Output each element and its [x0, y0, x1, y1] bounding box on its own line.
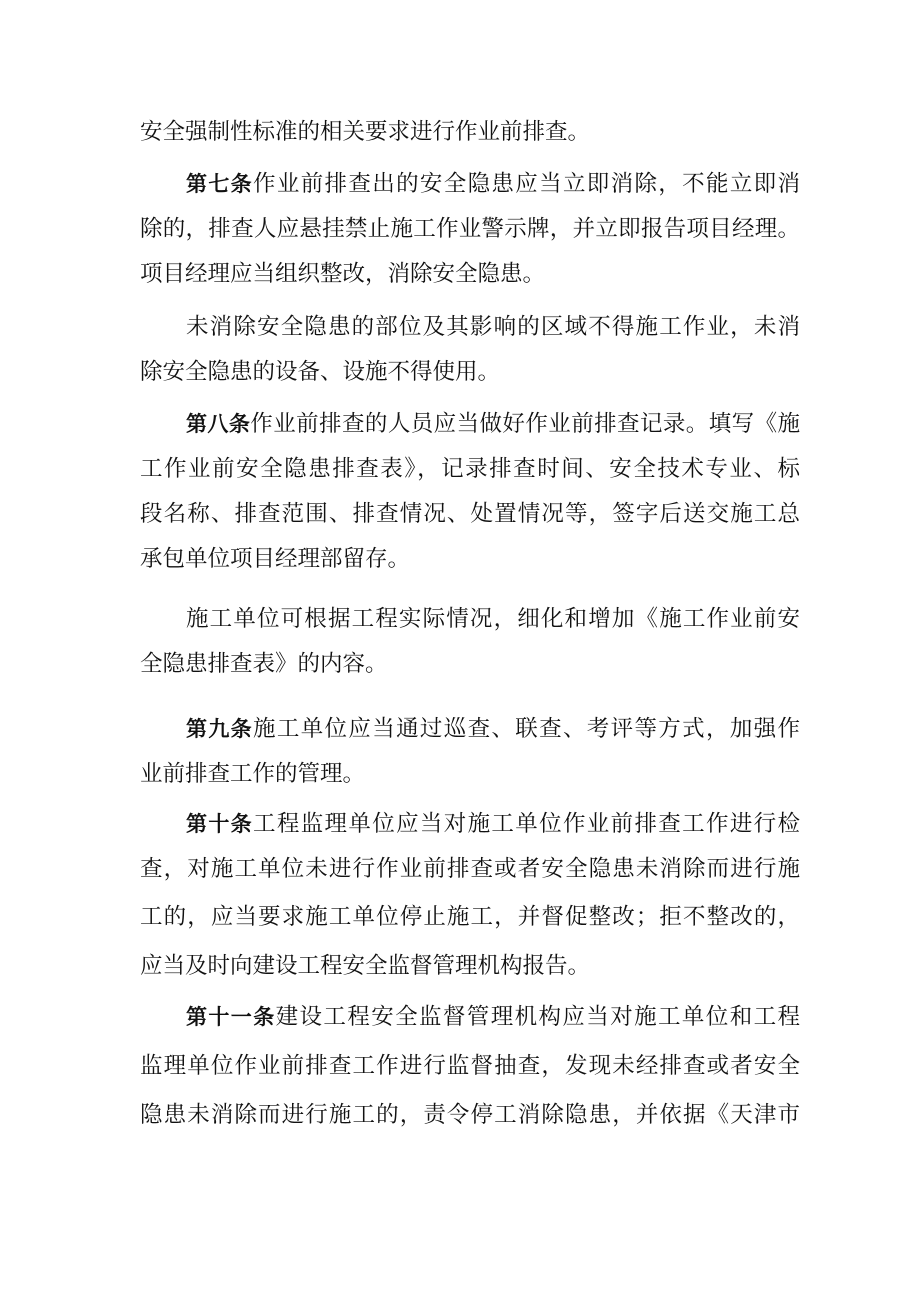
paragraph-text: 应当及时向建设工程安全监督管理机构报告。	[140, 953, 591, 979]
paragraph-text: 监理单位作业前排查工作进行监督抽查，发现未经排查或者安全	[140, 1053, 800, 1079]
paragraph-text: 作业前排查的人员应当做好作业前排查记录。填写《施	[250, 411, 800, 437]
paragraph-text: 承包单位项目经理部留存。	[140, 546, 411, 572]
article-number: 第八条	[186, 412, 251, 436]
paragraph-line	[140, 1044, 800, 1088]
paragraph-text: 施工单位应当通过巡查、联查、考评等方式，加强作	[253, 716, 800, 742]
paragraph-text: 除的，排查人应悬挂禁止施工作业警示牌，并立即报告项目经理。	[140, 216, 800, 242]
paragraph-line	[186, 305, 800, 349]
paragraph-text: 工程监理单位应当对施工单位作业前排查工作进行检	[253, 811, 800, 837]
paragraph-line	[140, 847, 800, 891]
paragraph-line	[140, 110, 800, 154]
article-7-line	[186, 162, 800, 206]
article-8-line	[186, 402, 800, 446]
paragraph-text: 项目经理应当组织整改，消除安全隐患。	[140, 261, 546, 287]
paragraph-line	[140, 447, 800, 491]
paragraph-line	[140, 944, 800, 988]
paragraph-text: 查，对施工单位未进行作业前排查或者安全隐患未消除而进行施	[140, 856, 800, 882]
paragraph-text: 作业前排查出的安全隐患应当立即消除，不能立即消	[253, 171, 800, 197]
article-9-line	[186, 707, 800, 751]
paragraph-line	[140, 492, 800, 536]
article-11-line	[186, 995, 800, 1039]
paragraph-line	[140, 252, 800, 296]
paragraph-line	[140, 1093, 800, 1137]
paragraph-text: 工作业前安全隐患排查表》，记录排查时间、安全技术专业、标	[140, 456, 800, 482]
paragraph-text: 全隐患排查表》的内容。	[140, 651, 388, 677]
article-10-line	[186, 802, 800, 846]
article-number: 第七条	[186, 172, 254, 196]
paragraph-text: 未消除安全隐患的部位及其影响的区域不得施工作业，未消	[186, 314, 800, 340]
article-number: 第十一条	[186, 1005, 276, 1029]
paragraph-text: 隐患未消除而进行施工的，责令停工消除隐患，并依据《天津市	[140, 1102, 800, 1128]
paragraph-line	[140, 207, 800, 251]
paragraph-text: 施工单位可根据工程实际情况，细化和增加《施工作业前安	[186, 606, 800, 632]
paragraph-text: 除安全隐患的设备、设施不得使用。	[140, 359, 501, 385]
paragraph-text: 建设工程安全监督管理机构应当对施工单位和工程	[275, 1004, 800, 1030]
paragraph-line	[140, 350, 800, 394]
paragraph-line	[140, 895, 800, 939]
paragraph-line	[140, 642, 800, 686]
paragraph-line	[186, 597, 800, 641]
paragraph-text: 工的，应当要求施工单位停止施工，并督促整改；拒不整改的，	[140, 904, 800, 930]
paragraph-line	[140, 752, 800, 796]
article-number: 第十条	[186, 812, 254, 836]
article-number: 第九条	[186, 717, 254, 741]
paragraph-line	[140, 537, 800, 581]
paragraph-text: 安全强制性标准的相关要求进行作业前排查。	[140, 119, 591, 145]
paragraph-text: 业前排查工作的管理。	[140, 761, 366, 787]
paragraph-text: 段名称、排查范围、排查情况、处置情况等，签字后送交施工总	[140, 501, 800, 527]
